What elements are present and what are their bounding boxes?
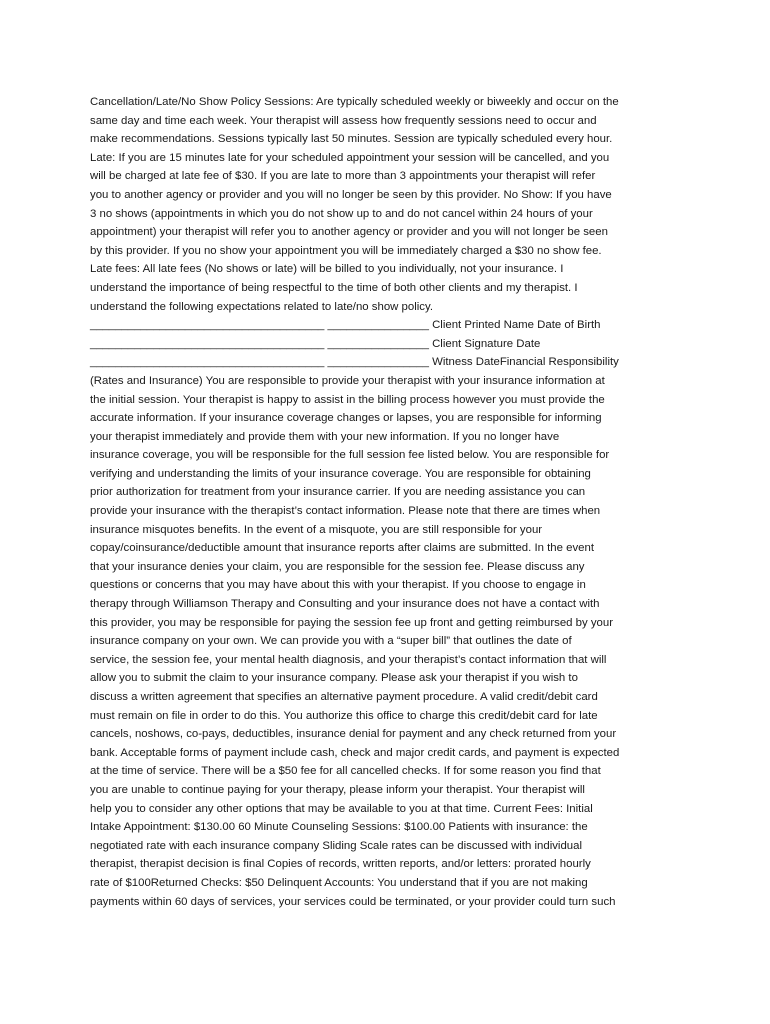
document-line: you to another agency or provider and you will no longer be seen by this provider. No Show: If you have bbox=[90, 188, 612, 201]
document-line: Late fees: All late fees (No shows or late) will be billed to you individually, not your insurance. I bbox=[90, 263, 564, 276]
document-line: you are unable to continue paying for your therapy, please inform your therapist. Your therapist will bbox=[90, 783, 585, 796]
document-line: 3 no shows (appointments in which you do not show up to and do not cancel within 24 hours of your bbox=[90, 207, 593, 220]
document-line: insurance misquotes benefits. In the event of a misquote, you are still responsible for your bbox=[90, 523, 543, 536]
document-line: verifying and understanding the limits of your insurance coverage. You are responsible for obtaining bbox=[90, 467, 591, 480]
document-line: insurance coverage, you will be responsible for the full session fee listed below. You are responsible for bbox=[90, 449, 610, 462]
document-line: Late: If you are 15 minutes late for your scheduled appointment your session will be cancelled, and you bbox=[90, 151, 610, 164]
document-line: accurate information. If your insurance coverage changes or lapses, you are responsible for informing bbox=[90, 412, 602, 425]
document-line: by this provider. If you no show your appointment you will be immediately charged a $30 no show fee. bbox=[90, 244, 602, 257]
document-line: copay/coinsurance/deductible amount that insurance reports after claims are submitted. In the event bbox=[90, 542, 594, 555]
document-line: service, the session fee, your mental health diagnosis, and your therapist’s contact information that will bbox=[90, 653, 607, 666]
document-body bbox=[90, 93, 690, 911]
document-line: will be charged at late fee of $30. If you are late to more than 3 appointments your therapist will refer bbox=[90, 170, 596, 183]
document-line: negotiated rate with each insurance company Sliding Scale rates can be discussed with individual bbox=[90, 839, 582, 852]
document-line: at the time of service. There will be a $50 fee for all cancelled checks. If for some reason you find that bbox=[90, 765, 601, 778]
document-line: Cancellation/Late/No Show Policy Sessions: Are typically scheduled weekly or biweekly and occur on the bbox=[90, 96, 619, 108]
document-line: therapy through Williamson Therapy and Consulting and your insurance does not have a contact with bbox=[90, 598, 600, 611]
document-line: insurance company on your own. We can provide you with a “super bill” that outlines the date of bbox=[90, 635, 572, 648]
document-line: rate of $100Returned Checks: $50 Delinquent Accounts: You understand that if you are not making bbox=[90, 876, 588, 889]
document-line: prior authorization for treatment from your insurance carrier. If you are needing assistance you can bbox=[90, 486, 586, 499]
document-line: discuss a written agreement that specifies an alternative payment procedure. A valid credit/debit card bbox=[90, 691, 598, 703]
document-line: _____________________________________ ________________ Client Signature Date bbox=[90, 337, 541, 350]
document-line: cancels, noshows, co-pays, deductibles, insurance denial for payment and any check returned from your bbox=[90, 728, 617, 741]
document-line: provide your insurance with the therapist’s contact information. Please note that there are times when bbox=[90, 505, 601, 518]
document-line: bank. Acceptable forms of payment include cash, check and major credit cards, and payment is expected bbox=[90, 746, 620, 759]
document-line: _____________________________________ ________________ Witness DateFinancial Responsibility bbox=[90, 356, 619, 369]
document-line: questions or concerns that you may have about this with your therapist. If you choose to engage in bbox=[90, 579, 586, 592]
document-line: understand the importance of being respectful to the time of both other clients and my therapist. I bbox=[90, 281, 578, 294]
document-line: this provider, you may be responsible for paying the session fee up front and getting reimbursed by your bbox=[90, 616, 614, 629]
document-line: make recommendations. Sessions typically last 50 minutes. Session are typically scheduled every hour. bbox=[90, 133, 613, 146]
document-line: that your insurance denies your claim, you are responsible for the session fee. Please discuss any bbox=[90, 560, 585, 573]
document-line: allow you to submit the claim to your insurance company. Please ask your therapist if you wish to bbox=[90, 672, 578, 685]
document-line: therapist, therapist decision is final Copies of records, written reports, and/or letters: prorated hourly bbox=[90, 858, 591, 871]
document-line: help you to consider any other options that may be available to you at that time. Current Fees: Initial bbox=[90, 802, 593, 815]
document-line: must remain on file in order to do this. You authorize this office to charge this credit/debit card for late bbox=[90, 709, 598, 722]
document-line: payments within 60 days of services, your services could be terminated, or your provider could turn such bbox=[90, 895, 616, 908]
document-line: understand the following expectations related to late/no show policy. bbox=[90, 300, 433, 313]
document-line: _____________________________________ ________________ Client Printed Name Date of Birth bbox=[90, 319, 601, 332]
document-line: Intake Appointment: $130.00 60 Minute Counseling Sessions: $100.00 Patients with insurance: the bbox=[90, 821, 588, 834]
document-line: appointment) your therapist will refer you to another agency or provider and you will not longer be seen bbox=[90, 226, 608, 239]
document-line: the initial session. Your therapist is happy to assist in the billing process however you must provide the bbox=[90, 393, 605, 406]
document-line: your therapist immediately and provide them with your new information. If you no longer have bbox=[90, 430, 560, 443]
document-line: (Rates and Insurance) You are responsible to provide your therapist with your insurance information at bbox=[90, 374, 605, 387]
document-line: same day and time each week. Your therapist will assess how frequently sessions need to occur and bbox=[90, 114, 597, 127]
